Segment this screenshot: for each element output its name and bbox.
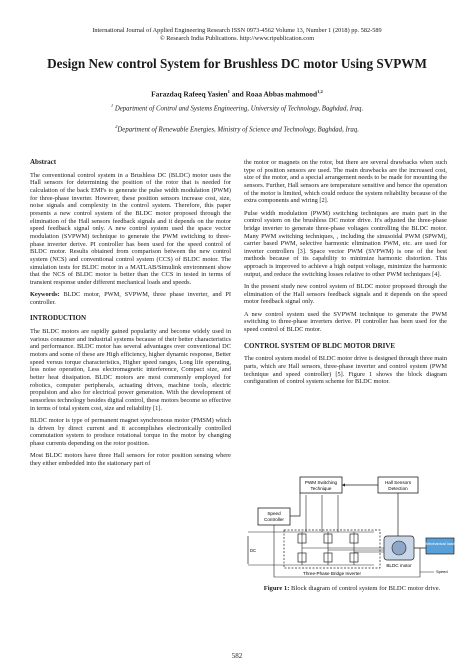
motor-rotor-icon — [392, 541, 406, 555]
affiliation-1 — [0, 103, 474, 112]
dc-label: DC — [250, 548, 257, 553]
speed-controller-label-1: Speed — [267, 511, 281, 516]
affiliation-1-text: Department of Control and Systems Engineering, University of Technology, Baghdad, Iraq. — [113, 105, 364, 113]
affiliation-2-text: Department of Renewable Energies, Ministry of Science and Technology, Baghdad, Iraq. — [117, 126, 359, 134]
journal-header: International Journal of Applied Engineering Research ISSN 0973-4562 Volume 13, Number 1 (2018) pp. 582-589 — [92, 27, 382, 34]
arrow-head — [342, 483, 345, 486]
figure-caption-text: Block diagram of control system for BLDC motor drive. — [289, 585, 441, 592]
inverter-label: Three-Phase Bridge Inverter — [303, 571, 361, 576]
author-2-sup: 1,2 — [317, 89, 323, 94]
keywords-text: BLDC motor, PWM, SVPWM, three phase inverter, and PI controller. — [30, 291, 231, 306]
author-1: Farazdaq Rafeeq Yasien — [151, 89, 228, 99]
speed-label: Speed — [436, 569, 448, 574]
phase-lines — [302, 548, 384, 552]
keywords — [30, 291, 231, 306]
pwm-block-label-2: Technique — [310, 486, 332, 491]
right-paragraph-1: the motor or magnets on the rotor, but there are several drawbacks when such type of position sensors are used. The main drawbacks are the increased cost, size of the motor, and a special arrangement needs to be made for mounting the sensors. Further, Hall sensors are temperature sensitive and hence the operation of the motor is limited, which could reduce the system reliability because of the extra components and wiring [2]. — [244, 159, 447, 205]
author-conjunction: and — [229, 89, 246, 99]
speed-controller-label-2: Controller — [264, 517, 284, 522]
right-paragraph-3: In the present study new control system of BLDC motor proposed through the elimination of the Hall sensors feedback signals and it depends on the speed motor feedback signal only. — [244, 283, 447, 306]
hall-block-label-1: Hall Sensors — [384, 480, 412, 485]
right-column — [244, 159, 447, 390]
abstract-heading: Abstract — [30, 158, 57, 166]
intro-paragraph-2: BLDC motor is type of permanent magnet synchronous motor (PMSM) which is driven by direct current and it accomplishes electronically controlled commutation system to produce rotational torque in the motor by changing phase currents depending on the rotor position. — [30, 416, 231, 447]
control-system-heading: CONTROL SYSTEM OF BLDC MOTOR DRIVE — [244, 341, 396, 350]
abstract-text: The conventional control system in a Brushless DC (BLDC) motor uses the Hall sensors for determining the position of the rotor that is needed for calculation of the back EMFs to generate the pulse width modulation (PWM) for three-phase inverter. However, these position sensors increase cost, size, noise signals and complexity in the control system. Therefore, this paper presents a new control system of the BLDC motor proposed through the elimination of the Hall sensors feedback signals and it depends on the motor speed feedback signal only. A new control system used the space vector modulation (SVPWM) technique to generate the PWM switching to three-phase inverter derive. PI controller has been used for the speed control of BLDC motor. Results obtained from comparison between the new control system (NCS) and conventional control system (CCS) of BLDC motor. The simulation tests for BLDC motor in a MATLAB/Simulink environment show that the NCS of BLDC motor is better than the CCS in tested in terms of transient response under different mechanical loads and speeds. — [30, 171, 231, 286]
block-diagram — [244, 474, 460, 579]
affiliation-2-sup: 2 — [115, 124, 118, 129]
hall-block-label-2: Detection — [388, 486, 408, 491]
controller-to-pwm-line — [290, 493, 300, 516]
page-number: 582 — [231, 652, 243, 660]
affiliation-1-sup: 1 — [110, 103, 114, 108]
author-2: Roaa Abbas mahmood — [245, 89, 318, 99]
right-paragraph-4: A new control system used the SVPWM technique to generate the PWM switching to three-phase inverters derive. PI controller has been used for the speed control of BLDC motor. — [244, 310, 447, 333]
figure-caption-label: Figure 1: — [263, 585, 290, 592]
author-line — [0, 89, 474, 98]
affiliation-2 — [0, 124, 474, 133]
right-paragraph-5: The control system model of BLDC motor drive is designed through three main parts, which are Hall sensors, three-phase inverter and control system (PWM technique and speed controller) [5]. Figure 1 shows the block diagram configuration of control system scheme for BLDC motor. — [244, 355, 447, 386]
figure-caption — [244, 585, 460, 593]
paper-title: Design New control System for Brushless DC motor Using SVPWM — [47, 56, 427, 71]
left-column — [30, 159, 231, 472]
author-1-sup: 1 — [227, 89, 230, 94]
keywords-label: Keywords: — [30, 291, 60, 299]
publisher-line: © Research India Publications. http://www.ripublication.com — [159, 35, 315, 42]
intro-paragraph-3: Most BLDC motors have three Hall sensors for rotor position sensing where they either embedded into the stationary part of — [30, 452, 231, 467]
motor-label: BLDC motor — [386, 563, 412, 568]
mechanical-load-label: Mechanical load — [425, 541, 455, 546]
pwm-block-label-1: PWM Switching — [304, 480, 338, 485]
intro-paragraph-1: The BLDC motors are rapidly gained popularity and become widely used in various consumer and industrial systems because of their better characteristics and performance. BLDC motor has several advantages over conventional DC motors and some of these are High efficiency, higher dynamic response, Better speed versus torque characteristics, Higher speed ranges, Long life operating, less noise operation, Less electromagnetic interference, Compact size, and better heat dissipation. BLDC motors are most commonly employed for robotics, computer peripherals, actuating drives, machine tools, electric propulsion and also for electrical power generation. With the development of sensorless technology besides digital control, these motors become so effective in terms of total system cost, size and reliability [1]. — [30, 328, 231, 412]
right-paragraph-2: Pulse width modulation (PWM) switching techniques are main part in the control system on the brushless DC motor drive. It's adjusted the three-phase bridge inverter to generate three-phase voltages controlling the BLDC motor. Many PWM switching techniques, , including the sinusoidal PWM (SPWM), carrier based PWM, selective harmonic elimination PWM, etc. are used for inverter controllers [3]. Space vector PWM (SVPWM) is one of the best methods because of its capability to minimize harmonic distortion. This approach is improved to achieve a high output voltage, minimize the harmonic output, and reduce the switching losses relative to other PWM techniques [4]. — [244, 209, 447, 278]
introduction-heading: INTRODUCTION — [30, 314, 87, 323]
